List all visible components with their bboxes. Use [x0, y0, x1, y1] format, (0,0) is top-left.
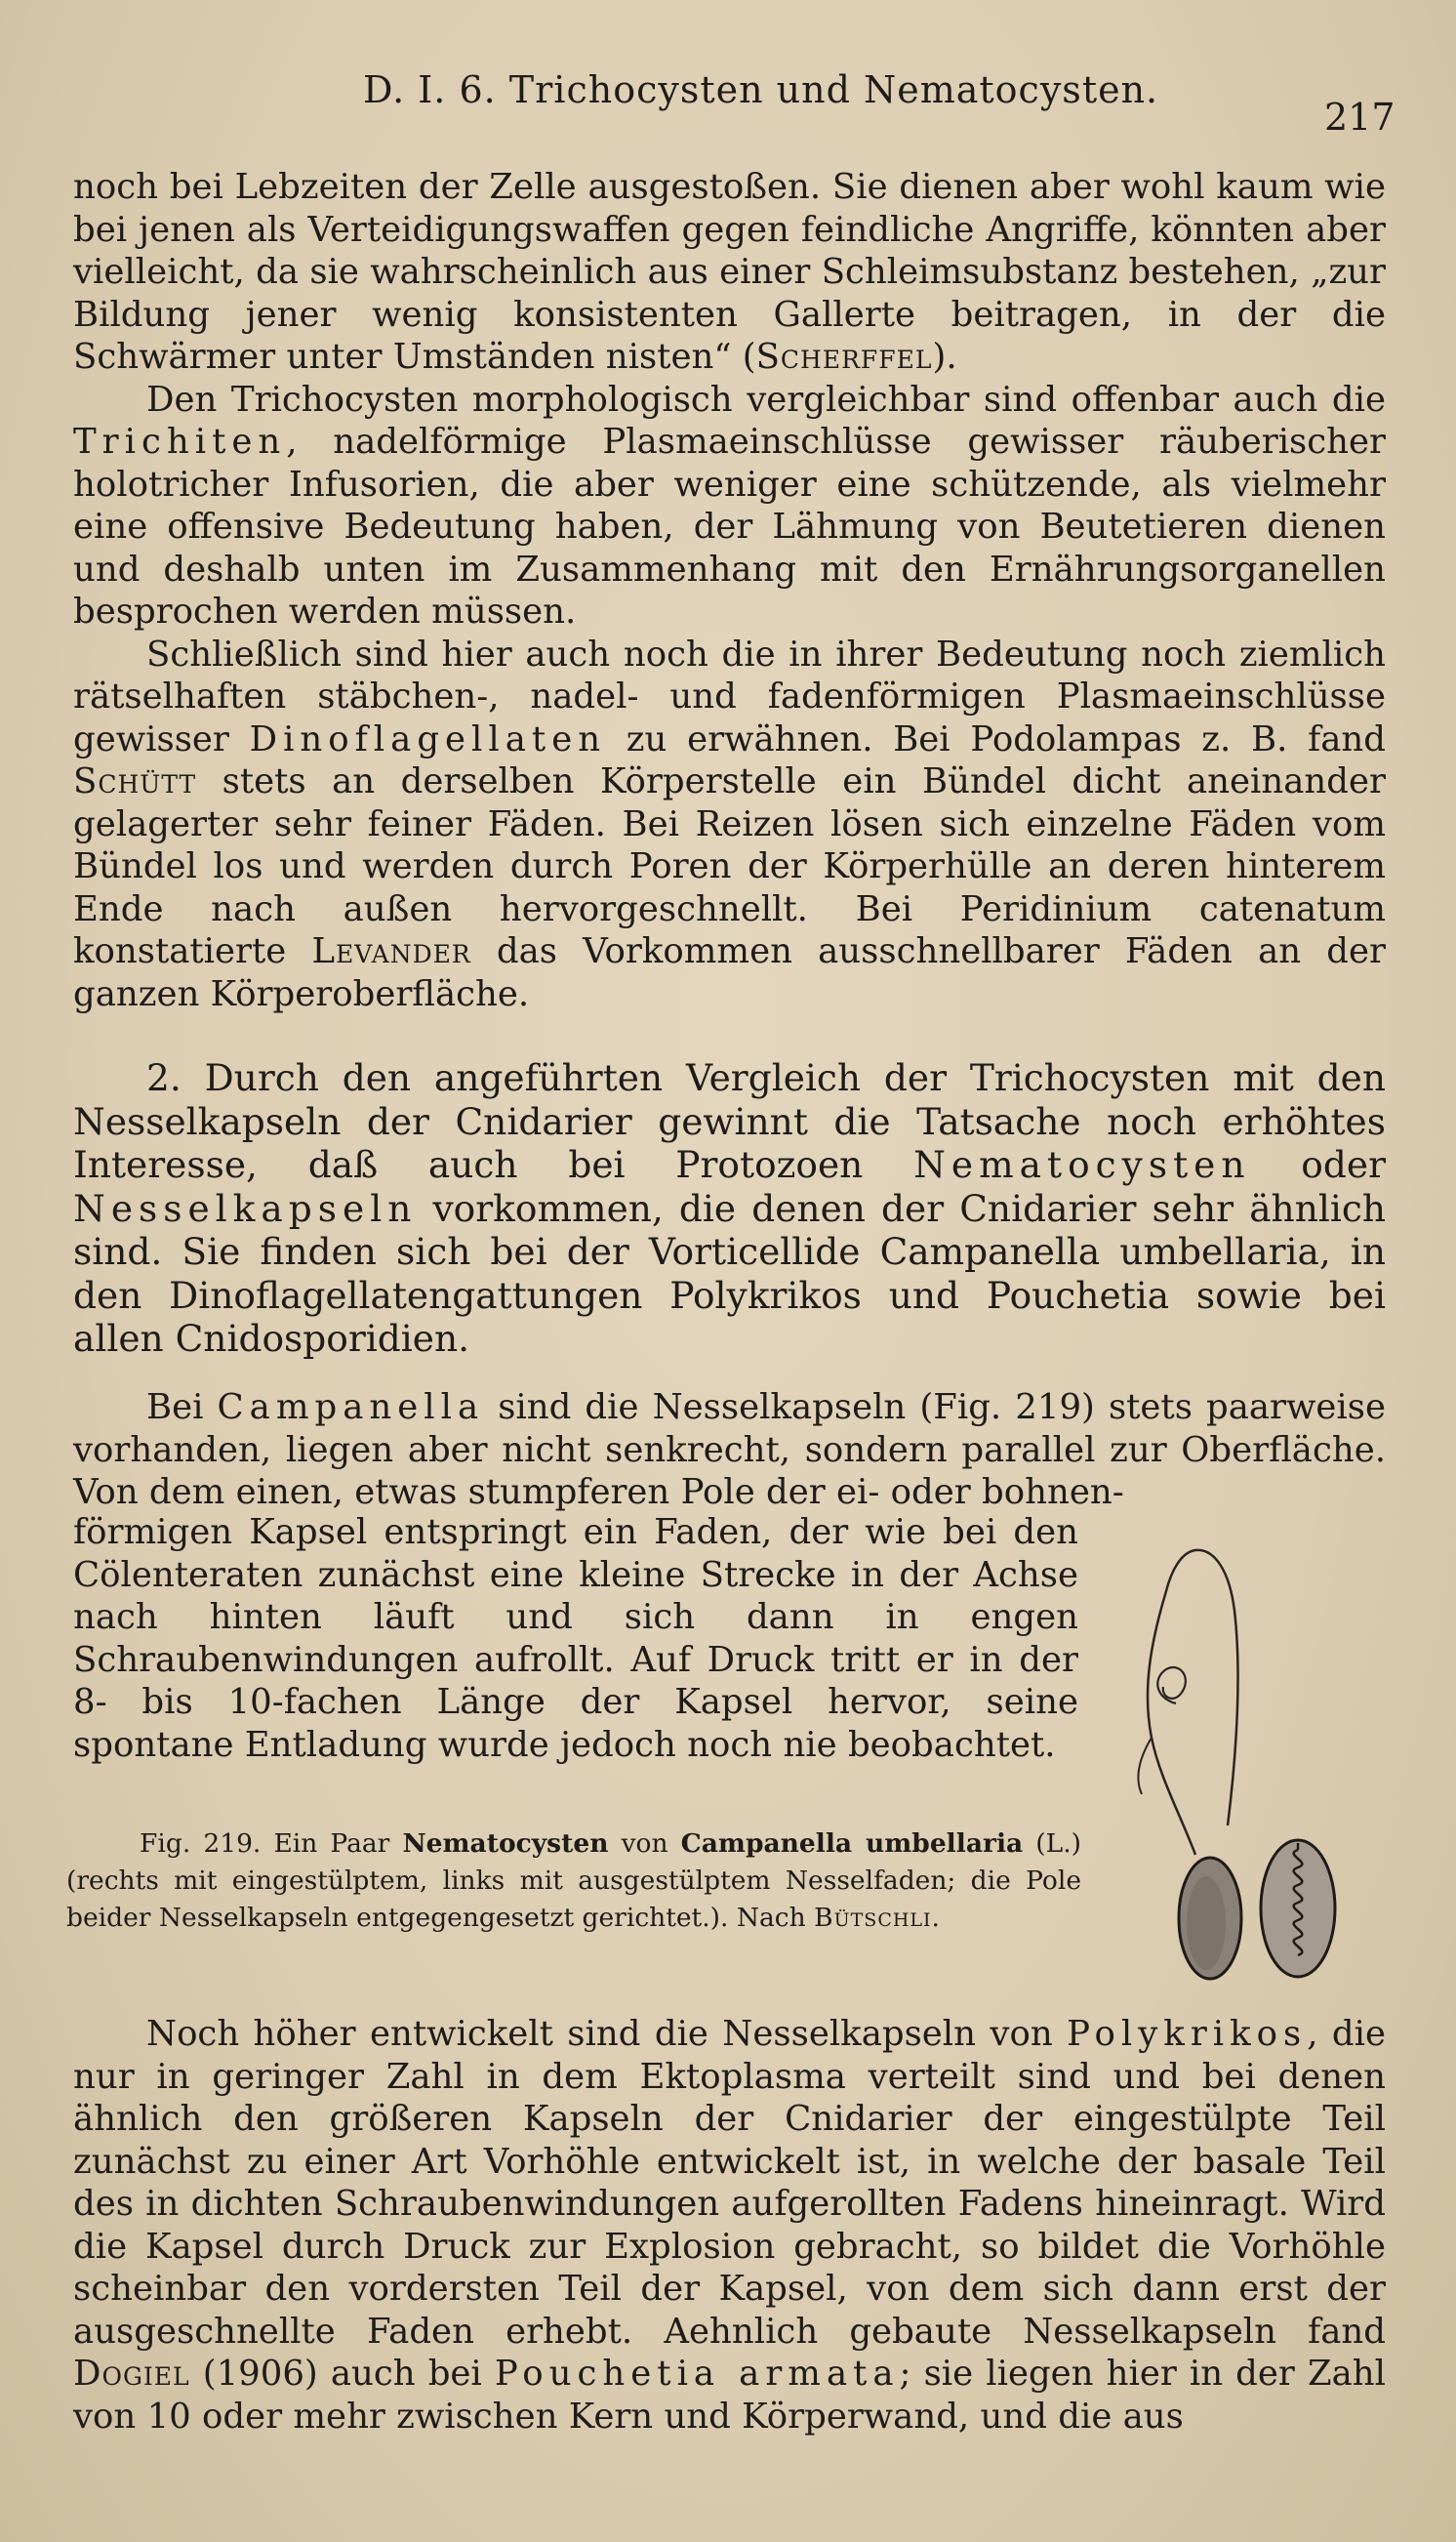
page-header	[0, 68, 1456, 139]
paragraph-5: Bei Campanella sind die Nesselkapseln (Fig. 219) stets paarweise vorhanden, liegen aber nicht senkrecht, sondern parallel zur Oberfläche. Von dem einen, etwas stumpferen Pole der ei- oder bohnen-	[73, 1387, 1386, 1512]
text-block-top	[73, 166, 1386, 1015]
page-number: 217	[1324, 96, 1395, 139]
right-capsule	[1261, 1840, 1335, 1977]
paragraph-3: Schließlich sind hier auch noch die in ihrer Bedeutung noch ziemlich rätselhaften stäbchen-, nadel- und fadenförmigen Plasmaeinschlüsse gewisser Dinoflagellaten zu erwähnen. Bei Podolampas z. B. fand Schütt stets an derselben Körperstelle ein Bündel dicht aneinander gelagerter sehr feiner Fäden. Bei Reizen lösen sich einzelne Fäden vom Bündel los und werden durch Poren der Körperhülle an deren hinterem Ende nach außen hervorgeschnellt. Bei Peridinium catenatum konstatierte Levander das Vorkommen ausschnellbarer Fäden an der ganzen Körperoberfläche.	[73, 634, 1386, 1014]
author-name: Scherffel	[755, 337, 933, 377]
paragraph-5-continued: förmigen Kapsel entspringt ein Faden, der wie bei den Cölenteraten zunächst eine kleine Strecke in der Achse nach hinten läuft und sich dann in engen Schraubenwindungen aufrollt. Auf Druck tritt er in der 8- bis 10-fachen Länge der Kapsel hervor, seine spontane Entladung wurde jedoch noch nie beobachtet.	[73, 1512, 1078, 1765]
spaced-term: Nematocysten	[913, 1143, 1251, 1186]
thread-tail	[1138, 1738, 1152, 1794]
everted-thread	[1148, 1550, 1238, 1855]
running-head: D. I. 6. Trichocysten und Nematocysten.	[363, 68, 1159, 111]
paragraph-1: noch bei Lebzeiten der Zelle ausgestoßen. Sie dienen aber wohl kaum wie bei jenen als Verteidigungswaffen gegen feindliche Angriffe, könnten aber vielleicht, da sie wahrscheinlich aus einer Schleimsubstanz bestehen, „zur Bildung jener wenig konsistenten Gallerte beitragen, in der die Schwärmer unter Umständen nisten“ (Scherffel).	[73, 167, 1386, 377]
nematocyst-figure	[1122, 1533, 1405, 1991]
text-block-section-2	[73, 1056, 1386, 1361]
author-name: Bütschli	[814, 1903, 932, 1933]
left-capsule-shade	[1187, 1876, 1226, 1970]
author-name: Levander	[311, 931, 471, 971]
paragraph-6: Noch höher entwickelt sind die Nesselkapseln von Polykrikos, die nur in geringer Zahl in dem Ektoplasma verteilt sind und bei denen ähnlich den größeren Kapseln der Cnidarier der eingestülpte Teil zunächst zu einer Art Vorhöhle entwickelt ist, in welche der basale Teil des in dichten Schraubenwindungen aufgerollten Fadens hineinragt. Wird die Kapsel durch Druck zur Explosion gebracht, so bildet die Vorhöhle scheinbar den vordersten Teil der Kapsel, von dem sich dann erst der ausgeschnellte Faden erhebt. Aehnlich gebaute Nesselkapseln fand Dogiel (1906) auch bei Pouchetia armata; sie liegen hier in der Zahl von 10 oder mehr zwischen Kern und Körperwand, und die aus	[73, 2014, 1387, 2437]
author-name: Schütt	[73, 761, 197, 801]
spaced-term: Campanella	[217, 1387, 485, 1427]
text-block-campanella	[73, 1386, 1386, 1514]
spaced-term: Dinoflagellaten	[249, 718, 607, 759]
spaced-term: Trichiten	[73, 422, 287, 462]
thread-loop	[1157, 1667, 1186, 1703]
text-block-campanella-narrow	[73, 1511, 1078, 1766]
author-name: Dogiel	[73, 2354, 190, 2394]
spaced-term: Nesselkapseln	[73, 1186, 418, 1230]
text-block-bottom	[73, 2013, 1386, 2438]
paragraph-4: 2. Durch den angeführten Vergleich der Trichocysten mit den Nesselkapseln der Cnidarier gewinnt die Tatsache noch erhöhtes Interesse, daß auch bei Protozoen Nematocysten oder Nesselkapseln vorkommen, die denen der Cnidarier sehr ähnlich sind. Sie finden sich bei der Vorticellide Campanella umbellaria, in den Dinoflagellatengattungen Polykrikos und Pouchetia sowie bei allen Cnidosporidien.	[73, 1056, 1386, 1360]
figure-caption: Fig. 219. Ein Paar Nematocysten von Campanella umbellaria (L.) (rechts mit eingestülptem, links mit ausgestülptem Nesselfaden; die Pole beider Nesselkapseln entgegengesetzt gerichtet.). Nach Bütschli.	[66, 1828, 1081, 1933]
spaced-term: Pouchetia armata	[494, 2354, 900, 2394]
spaced-term: Polykrikos	[1067, 2014, 1308, 2054]
paragraph-2: Den Trichocysten morphologisch vergleichbar sind offenbar auch die Trichiten, nadelförmige Plasmaeinschlüsse gewisser räuberischer holotricher Infusorien, die aber weniger eine schützende, als vielmehr eine offensive Bedeutung haben, der Lähmung von Beutetieren dienen und deshalb unten im Zusammenhang mit den Ernährungsorganellen besprochen werden müssen.	[73, 379, 1386, 632]
